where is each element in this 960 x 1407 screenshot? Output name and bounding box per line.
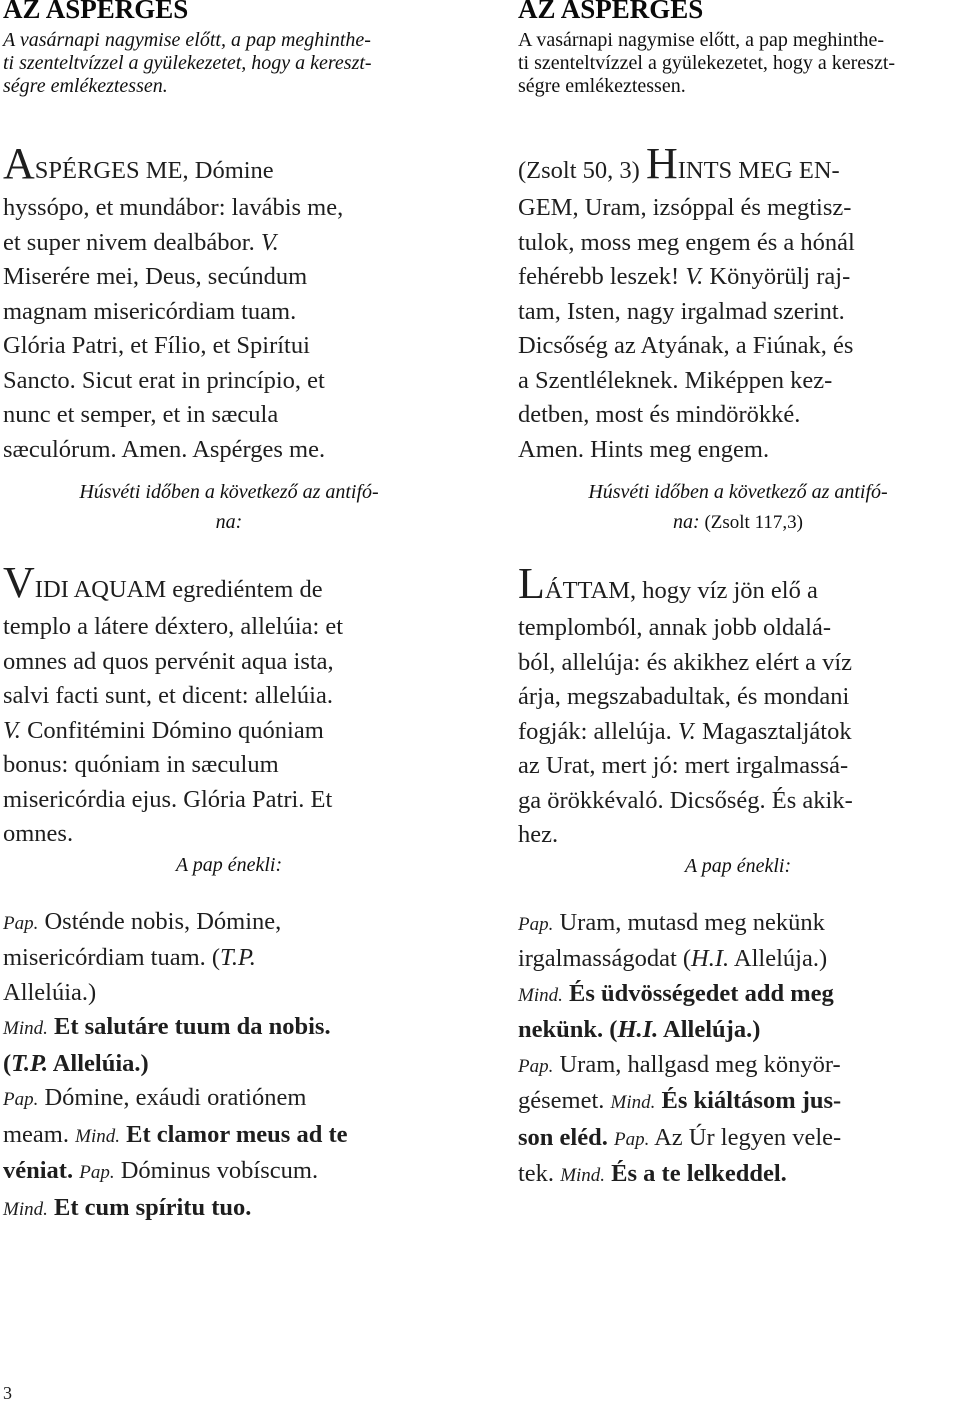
- drop-initial: L: [518, 559, 545, 608]
- hints-antiphon: (Zsolt 50, 3) HINTS MEG EN- GEM, Uram, izsóppal és megtisz- tulok, moss meg engem és a hónál fehérebb leszek! V. Könyörülj raj- tam, Isten, nagy irgalmad szerint. Dicsőség az Atyának, a Fiúnak, és a Szentléleknek. Miképpen kez- detben, most és mindörökké. Amen. Hints meg engem.: [518, 139, 855, 463]
- speaker-mind: Mind.: [75, 1125, 120, 1147]
- latin-column: [3, 0, 455, 1227]
- versicle-mark: V.: [3, 716, 21, 744]
- speaker-pap: Pap.: [518, 1055, 554, 1077]
- intro-rubric: [3, 29, 455, 98]
- hungarian-dialog: Pap. Uram, mutasd meg nekünk irgalmasságodat (H.I. Allelúja.) Mind. És üdvösségedet add meg nekünk. (H.I. Allelúja.) Pap. Uram, hallgasd meg könyör- gésemet. Mind. És kiáltásom jus- son eléd. Pap. Az Úr legyen vele- tek. Mind. És a te lelkeddel.: [518, 908, 842, 1187]
- section-heading: AZ ASPERGES: [3, 0, 189, 24]
- easter-rubric: Húsvéti időben a következő az antifó- na:: [79, 481, 379, 533]
- priest-sings-rubric: A pap énekli:: [175, 853, 283, 876]
- intro-line: ti szenteltvízzel a gyülekezetet, hogy a kereszt-: [518, 52, 896, 74]
- speaker-pap: Pap.: [3, 912, 39, 934]
- drop-initial: A: [3, 139, 35, 188]
- speaker-pap: Pap.: [518, 913, 554, 935]
- easter-rubric: Húsvéti időben a következő az antifó- na: (Zsolt 117,3): [588, 481, 888, 533]
- intro-line: A vasárnapi nagymise előtt, a pap meghinthe-: [518, 29, 885, 51]
- versicle-mark: V.: [260, 228, 279, 256]
- lattam-antiphon: LÁTTAM, hogy víz jön elő a templomból, annak jobb oldalá- ból, allelúja: és akikhez elért a víz árja, megszabadultak, és mondani fogják: allelúja. V. Magasztaljátok az Urat, mert jó: mert irgalmassá- ga örökkévaló. Dicsőség. És akik- hez.: [518, 559, 853, 848]
- speaker-pap: Pap.: [3, 1089, 39, 1110]
- psalm-reference: (Zsolt 117,3): [699, 512, 803, 533]
- priest-sings-rubric: A pap énekli:: [684, 854, 792, 877]
- speaker-pap: Pap.: [613, 1128, 650, 1150]
- speaker-mind: Mind.: [610, 1092, 656, 1113]
- speaker-mind: Mind.: [3, 1018, 48, 1039]
- speaker-mind: Mind.: [518, 984, 563, 1006]
- intro-line: ti szenteltvízzel a gyülekezetet, hogy a kereszt-: [3, 52, 372, 74]
- speaker-pap: Pap.: [79, 1162, 115, 1183]
- intro-rubric: [518, 29, 958, 98]
- vidi-aquam-antiphon: VIDI AQUAM egrediéntem de templo a látere déxtero, allelúia: et omnes ad quos pervénit aqua ista, salvi facti sunt, et dicent: allelúia. V. Confitémini Dómino quóniam bonus: quóniam in sæculum misericórdia ejus. Glória Patri. Et omnes.: [3, 558, 344, 847]
- intro-line: ségre emlékeztessen.: [518, 75, 686, 97]
- section-heading: AZ ASPERGES: [518, 0, 704, 24]
- page-number: 3: [3, 1383, 12, 1403]
- versicle-mark: V.: [677, 717, 696, 745]
- speaker-mind: Mind.: [560, 1165, 606, 1186]
- latin-dialog: Pap. Osténde nobis, Dómine, misericórdiam tuam. (T.P. Allelúia.) Mind. Et salutáre tuum da nobis. (T.P. Allelúia.) Pap. Dómine, exáudi oratiónem meam. Mind. Et clamor meus ad te véniat. Pap. Dóminus vobíscum. Mind. Et cum spíritu tuo.: [3, 907, 348, 1221]
- drop-initial: H: [645, 139, 678, 188]
- speaker-mind: Mind.: [3, 1198, 48, 1220]
- intro-line: A vasárnapi nagymise előtt, a pap meghinthe-: [3, 29, 371, 51]
- intro-line: ségre emlékeztessen.: [3, 75, 168, 97]
- hungarian-column: [518, 0, 958, 1194]
- versicle-mark: V.: [685, 263, 704, 290]
- asperges-antiphon: ASPÉRGES ME, Dómine hyssópo, et mundábor: lavábis me, et super nivem dealbábor. V. Miserére mei, Deus, secúndum magnam misericórdiam tuam. Glória Patri, et Fílio, et Spirítui Sancto. Sicut erat in princípio, et nunc et semper, et in sæcula sæculórum. Amen. Aspérges me.: [3, 139, 344, 463]
- drop-initial: V: [3, 558, 35, 607]
